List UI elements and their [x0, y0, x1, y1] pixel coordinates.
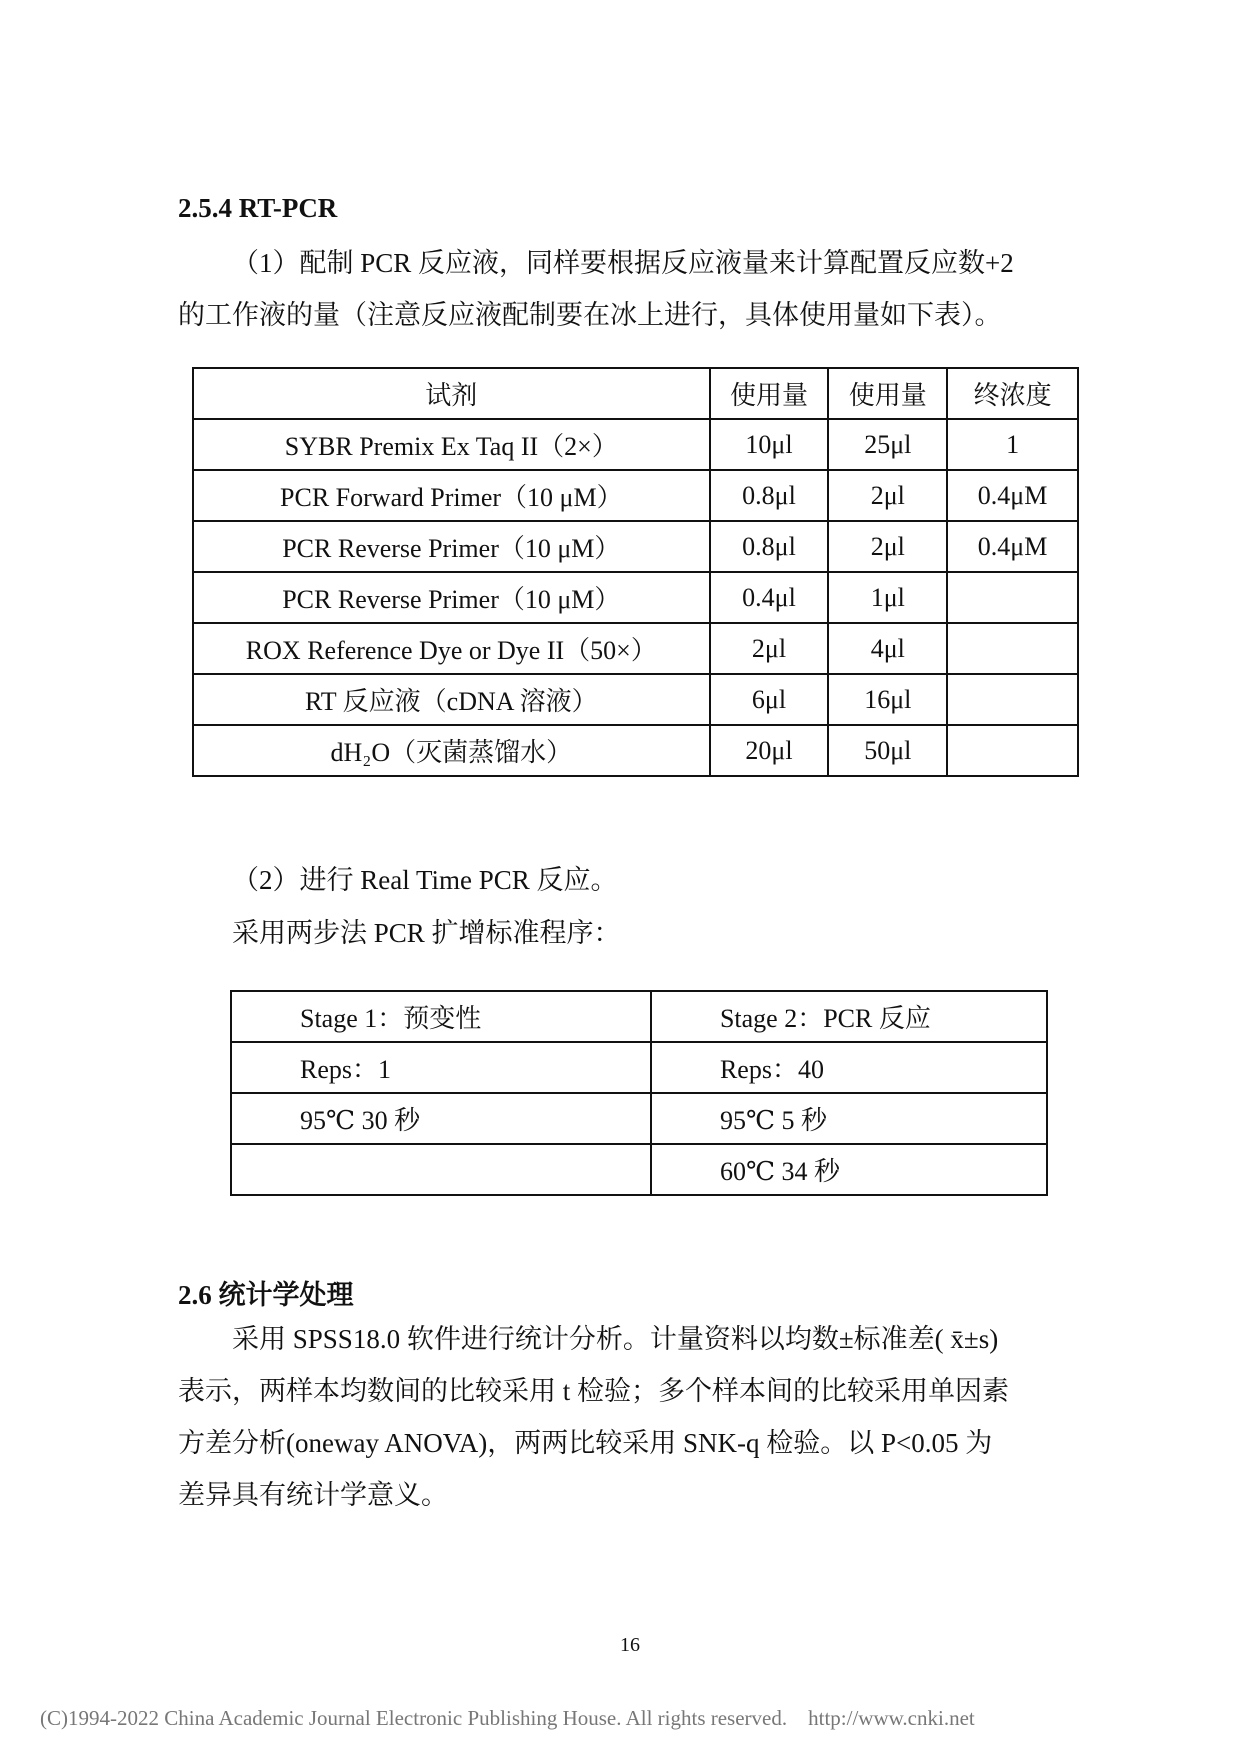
- concentration-cell: [947, 674, 1078, 725]
- reagent-cell: RT 反应液（cDNA 溶液）: [193, 674, 710, 725]
- stage2-cell: 60℃ 34 秒: [651, 1144, 1047, 1195]
- concentration-cell: [947, 623, 1078, 674]
- step1-text-line2: 的工作液的量（注意反应液配制要在冰上进行，具体使用量如下表）。: [178, 300, 1002, 330]
- table-row: [193, 623, 1078, 674]
- copyright-footer: (C)1994-2022 China Academic Journal Electronic Publishing House. All rights reserved. http://www.cnki.net: [40, 1706, 975, 1730]
- table-row: [193, 572, 1078, 623]
- amount-cell: 50μl: [828, 725, 947, 776]
- reagent-cell: PCR Reverse Primer（10 μM）: [193, 521, 710, 572]
- amount-cell: 0.4μl: [710, 572, 829, 623]
- header-reagent: 试剂: [193, 368, 710, 419]
- table-row: [231, 991, 1047, 1042]
- concentration-cell: 1: [947, 419, 1078, 470]
- section-heading-2-6: 2.6 统计学处理: [178, 1280, 354, 1310]
- table-row: [231, 1042, 1047, 1093]
- stats-text-line2: 表示，两样本均数间的比较采用 t 检验；多个样本间的比较采用单因素: [178, 1376, 1010, 1406]
- table-header-row: [193, 368, 1078, 419]
- page-number: 16: [620, 1634, 640, 1656]
- amount-cell: 1μl: [828, 572, 947, 623]
- stats-text-line4: 差异具有统计学意义。: [178, 1480, 448, 1510]
- amount-cell: 16μl: [828, 674, 947, 725]
- section-heading-2-5-4: 2.5.4 RT-PCR: [178, 193, 338, 223]
- header-amount-1: 使用量: [710, 368, 829, 419]
- reagent-cell: SYBR Premix Ex Taq II（2×）: [193, 419, 710, 470]
- stage2-cell: Stage 2：PCR 反应: [651, 991, 1047, 1042]
- reagent-cell: dH₂O（灭菌蒸馏水）: [193, 725, 710, 776]
- amount-cell: 0.8μl: [710, 521, 829, 572]
- amount-cell: 6μl: [710, 674, 829, 725]
- amount-cell: 2μl: [828, 470, 947, 521]
- stage2-cell: 95℃ 5 秒: [651, 1093, 1047, 1144]
- table-row: [193, 470, 1078, 521]
- amount-cell: 0.8μl: [710, 470, 829, 521]
- table-row: [231, 1144, 1047, 1195]
- table-row: [193, 419, 1078, 470]
- stage1-cell: Reps：1: [231, 1042, 651, 1093]
- reagent-cell: ROX Reference Dye or Dye II（50×）: [193, 623, 710, 674]
- amount-cell: 20μl: [710, 725, 829, 776]
- table-row: [193, 521, 1078, 572]
- table-row: [193, 674, 1078, 725]
- amount-cell: 10μl: [710, 419, 829, 470]
- reagent-cell: PCR Reverse Primer（10 μM）: [193, 572, 710, 623]
- pcr-program-table: [230, 990, 1048, 1196]
- stats-text-line1: 采用 SPSS18.0 软件进行统计分析。计量资料以均数±标准差( x̄±s): [232, 1324, 999, 1354]
- reagent-table: [192, 367, 1079, 777]
- stage1-cell: Stage 1：预变性: [231, 991, 651, 1042]
- header-amount-2: 使用量: [828, 368, 947, 419]
- step2-text-line1: （2）进行 Real Time PCR 反应。: [232, 865, 618, 895]
- amount-cell: 2μl: [710, 623, 829, 674]
- stage1-cell: 95℃ 30 秒: [231, 1093, 651, 1144]
- amount-cell: 2μl: [828, 521, 947, 572]
- concentration-cell: [947, 572, 1078, 623]
- concentration-cell: 0.4μM: [947, 470, 1078, 521]
- step1-text-line1: （1）配制 PCR 反应液，同样要根据反应液量来计算配置反应数+2: [232, 248, 1014, 278]
- step2-text-line2: 采用两步法 PCR 扩增标准程序：: [232, 918, 621, 948]
- amount-cell: 4μl: [828, 623, 947, 674]
- stage2-cell: Reps：40: [651, 1042, 1047, 1093]
- concentration-cell: [947, 725, 1078, 776]
- amount-cell: 25μl: [828, 419, 947, 470]
- header-final-concentration: 终浓度: [947, 368, 1078, 419]
- table-row: [231, 1093, 1047, 1144]
- concentration-cell: 0.4μM: [947, 521, 1078, 572]
- stats-text-line3: 方差分析(oneway ANOVA)，两两比较采用 SNK-q 检验。以 P<0.05 为: [178, 1428, 993, 1458]
- table-row: [193, 725, 1078, 776]
- reagent-cell: PCR Forward Primer（10 μM）: [193, 470, 710, 521]
- stage1-cell: [231, 1144, 651, 1195]
